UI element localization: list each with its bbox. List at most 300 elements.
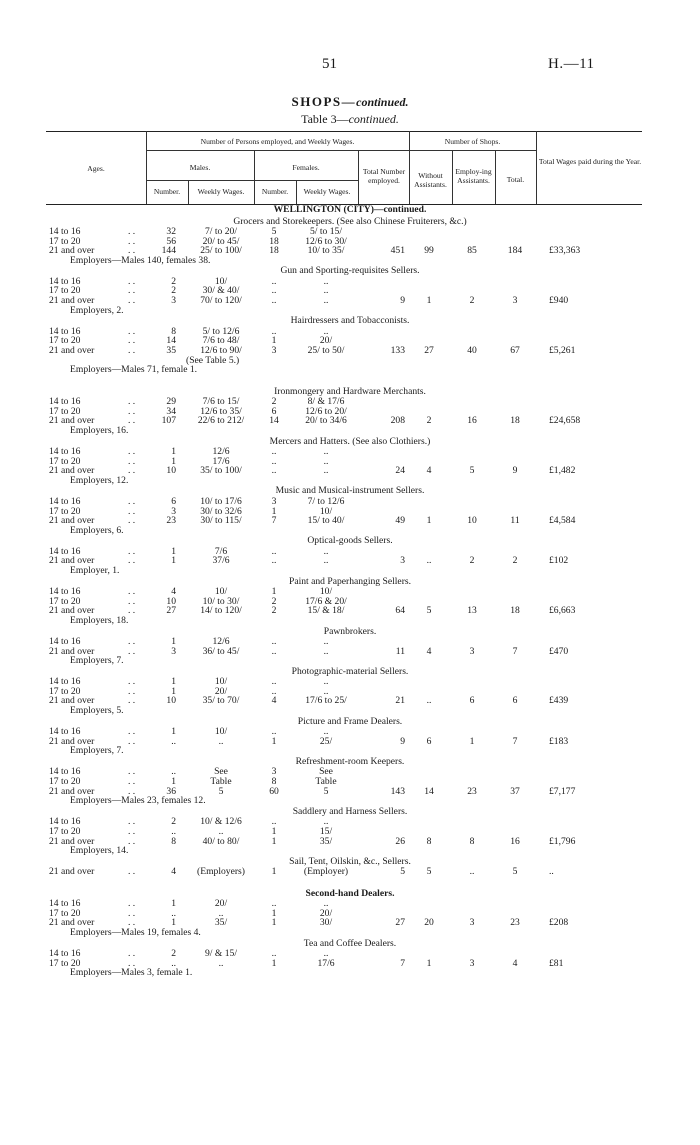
male-wages-cell: 7/6 to 15/ [202,396,240,408]
female-number-cell: .. [271,545,277,557]
male-wages-cell: .. [218,825,224,837]
table-row [0,277,700,287]
female-wages-cell: 10/ [319,505,333,517]
female-number-cell: .. [271,948,277,960]
female-number-cell: 1 [271,335,277,347]
total-employed-cell: 21 [395,695,405,707]
age-cell: 14 to 16 [49,446,81,458]
total-wages-cell: £102 [549,555,569,567]
leader-dots: . . [128,776,136,788]
without-assistants-cell: 4 [426,465,432,477]
female-wages-cell: .. [323,446,329,458]
female-wages-cell: 12/6 to 30/ [305,235,347,247]
spacer [0,375,700,386]
table-body [0,204,700,978]
age-cell: 14 to 16 [49,636,81,647]
table-row [0,547,700,557]
employing-assistants-cell: .. [469,866,475,878]
total-shops-cell: 16 [510,835,520,847]
female-number-cell: 5 [271,226,277,237]
rule [358,150,359,204]
total-wages-cell: £81 [549,957,564,969]
female-wages-cell: 25/ [319,735,333,747]
table-row [0,899,700,909]
male-number-cell: 23 [166,515,176,527]
section-heading [0,756,700,768]
without-assistants-cell: 20 [424,917,434,929]
table-row [0,407,700,417]
female-number-cell: .. [271,325,277,337]
female-number-cell: .. [271,285,277,297]
male-wages-cell: .. [218,735,224,747]
male-wages-cell: 20/ [214,898,228,910]
female-wages-cell: 25/ to 50/ [307,344,345,356]
table-row [0,597,700,607]
header-males: Males. [189,163,211,172]
female-number-cell: 3 [271,495,277,507]
female-wages-cell: 5 [323,785,329,797]
employing-assistants-cell: 3 [469,645,475,657]
female-number-cell: .. [271,816,277,828]
female-number-cell: 1 [271,866,277,878]
section-heading [0,666,700,678]
employing-assistants-cell: 3 [469,957,475,969]
male-wages-cell: Table [210,776,232,788]
total-employed-cell: 64 [395,605,405,617]
without-assistants-cell: 1 [426,515,432,527]
female-wages-cell: 15/ to 40/ [307,515,345,527]
header-female-number: Number. [261,187,289,196]
table-row [0,227,700,237]
document-title [0,94,700,110]
male-number-cell: 35 [166,344,176,356]
male-number-cell: 2 [171,275,176,287]
total-wages-cell: .. [549,866,554,878]
age-cell: 21 and over [49,295,95,307]
employing-assistants-cell: 6 [469,695,475,707]
male-number-cell: 1 [171,446,176,458]
age-cell: 21 and over [49,555,95,567]
age-cell: 21 and over [49,344,95,356]
without-assistants-cell: 5 [426,866,432,878]
employing-assistants-cell: 2 [469,555,475,567]
total-wages-cell: £183 [549,735,569,747]
header-female-wages: Weekly Wages. [303,187,351,196]
female-number-cell: 2 [271,396,277,408]
female-wages-cell: 5/ to 15/ [310,226,342,237]
table-row [0,767,700,777]
section-title: Pawnbrokers. [323,625,377,637]
total-employed-cell: 3 [400,555,405,567]
without-assistants-cell: .. [426,695,432,707]
header-without-assistants: Without Assistants. [414,171,447,189]
male-number-cell: 2 [171,816,176,828]
employers-text: Employers—Males 19, females 4. [70,927,201,939]
employing-assistants-cell: 16 [467,415,477,427]
male-wages-cell: 35/ to 70/ [202,695,240,707]
employers-text: Employers, 14. [70,845,129,857]
section-title: Gun and Sporting-requisites Sellers. [280,265,420,277]
female-wages-cell: .. [323,676,329,688]
total-shops-cell: 5 [512,866,518,878]
section-heading [0,888,700,900]
section-heading [0,806,700,818]
female-wages-cell: .. [323,636,329,647]
employers-text: Employers, 5. [70,705,124,717]
age-cell: 17 to 20 [49,285,81,297]
male-number-cell: 144 [161,245,176,257]
without-assistants-cell: 8 [426,835,432,847]
total-wages-cell: £7,177 [549,785,576,797]
male-wages-cell: 12/6 [212,636,230,647]
employers-text: Employers, 7. [70,745,124,757]
total-shops-cell: 11 [510,515,520,527]
male-wages-cell: 10/ to 30/ [202,595,240,607]
male-number-cell: 4 [171,586,176,598]
male-number-cell: 1 [171,555,176,567]
employers-text: Employers, 16. [70,425,129,436]
leader-dots: . . [128,866,136,878]
section-title: Saddlery and Harness Sellers. [292,805,408,817]
female-wages-cell: Table [315,776,337,788]
spacer [0,877,700,888]
female-number-cell: 7 [271,515,277,527]
male-number-cell: 14 [166,335,176,347]
male-number-cell: .. [171,957,176,969]
male-wages-cell: 10/ [214,676,228,688]
employing-assistants-cell: 85 [467,245,477,257]
leader-dots: . . [128,515,136,527]
employers-text: Employers, 12. [70,474,129,486]
female-wages-cell: 17/6 & 20/ [305,595,347,607]
leader-dots: . . [128,917,136,929]
female-number-cell: 3 [271,766,277,778]
leader-dots: . . [128,948,136,960]
without-assistants-cell: 14 [424,785,434,797]
male-wages-cell: 7/ to 20/ [205,226,237,237]
male-wages-cell: 40/ to 80/ [202,835,240,847]
without-assistants-cell: 27 [424,344,434,356]
male-number-cell: .. [171,825,176,837]
age-cell: 14 to 16 [49,586,81,598]
employers-line [0,616,700,626]
section-heading [0,315,700,327]
age-cell: 17 to 20 [49,455,81,467]
employers-text: Employers—Males 140, females 38. [70,254,211,266]
age-cell: 14 to 16 [49,948,81,960]
table-row [0,777,700,787]
leader-dots: . . [128,685,136,697]
leader-dots: . . [128,235,136,247]
female-number-cell: .. [271,275,277,287]
male-wages-cell: 10/ to 17/6 [200,495,242,507]
table-row [0,687,700,697]
total-wages-cell: £439 [549,695,569,707]
male-number-cell: 3 [171,505,176,517]
female-number-cell: 14 [269,415,279,427]
male-wages-cell: 25/ to 100/ [200,245,242,257]
female-number-cell: .. [271,455,277,467]
female-wages-cell: .. [323,726,329,738]
rule [146,180,358,181]
age-cell: 21 and over [49,835,95,847]
table-row [0,327,700,337]
leader-dots: . . [128,226,136,237]
header-top-rule [46,131,642,132]
leader-dots: . . [128,816,136,828]
female-number-cell: 1 [271,586,277,598]
leader-dots: . . [128,898,136,910]
female-wages-cell: .. [323,455,329,467]
header-total-wages: Total Wages paid during the Year. [538,157,642,166]
rule [146,150,536,151]
employing-assistants-cell: 2 [469,295,475,307]
employers-text: Employers—Males 71, female 1. [70,364,198,376]
leader-dots: . . [128,446,136,458]
male-wages-cell: 14/ to 120/ [200,605,242,617]
section-title: Picture and Frame Dealers. [297,715,403,727]
total-wages-cell: £33,363 [549,245,581,257]
employers-line [0,746,700,756]
section-heading [0,626,700,638]
employing-assistants-cell: 40 [467,344,477,356]
employing-assistants-cell: 1 [469,735,475,747]
age-cell: 17 to 20 [49,505,81,517]
total-shops-cell: 7 [512,645,518,657]
section-title: Photographic-material Sellers. [291,665,409,677]
section-title: WELLINGTON (CITY)—continued. [273,204,427,215]
employers-text: Employers—Males 3, female 1. [70,967,193,979]
male-wages-cell: (Employers) [197,866,245,878]
female-wages-cell: .. [323,645,329,657]
without-assistants-cell: 2 [426,415,432,427]
employers-line [0,656,700,666]
total-wages-cell: £470 [549,645,569,657]
male-number-cell: 2 [171,948,176,960]
table-row [0,677,700,687]
table-row [0,336,700,346]
employing-assistants-cell: 13 [467,605,477,617]
male-wages-cell: 12/6 to 35/ [200,405,242,417]
employers-line [0,365,700,375]
table-row [0,949,700,959]
total-wages-cell: £940 [549,295,569,307]
male-number-cell: 1 [171,545,176,557]
table-row [0,346,700,356]
female-number-cell: .. [271,676,277,688]
section-heading [0,204,700,216]
leader-dots: . . [128,735,136,747]
total-wages-cell: £1,482 [549,465,576,477]
employers-line [0,256,700,266]
employers-line [0,796,700,806]
employers-text: Employer, 1. [70,565,120,577]
age-cell: 17 to 20 [49,685,81,697]
total-employed-cell: 11 [395,645,405,657]
total-employed-cell: 133 [390,344,405,356]
table-row [0,587,700,597]
male-wages-cell: 12/6 to 90/ [200,344,242,356]
section-heading [0,938,700,950]
age-cell: 21 and over [49,785,95,797]
male-number-cell: 56 [166,235,176,247]
employers-line [0,526,700,536]
female-wages-cell: .. [323,275,329,287]
leader-dots: . . [128,636,136,647]
employers-line [0,426,700,436]
title-main: SHOPS [291,94,342,109]
female-wages-cell: 17/6 [317,957,335,969]
total-shops-cell: 18 [510,605,520,617]
age-cell: 17 to 20 [49,335,81,347]
leader-dots: . . [128,605,136,617]
age-cell: 17 to 20 [49,957,81,969]
total-employed-cell: 9 [400,735,405,747]
female-wages-cell: 10/ to 35/ [307,245,345,257]
title-continued: continued. [356,95,409,109]
male-wages-cell: 10/ & 12/6 [200,816,242,828]
table-row [0,447,700,457]
total-shops-cell: 3 [512,295,518,307]
male-wages-cell: 30/ & 40/ [202,285,240,297]
leader-dots: . . [128,586,136,598]
female-number-cell: 1 [271,835,277,847]
total-employed-cell: 26 [395,835,405,847]
female-number-cell: 1 [271,825,277,837]
total-employed-cell: 143 [390,785,405,797]
female-wages-cell: 10/ [319,586,333,598]
female-number-cell: 1 [271,505,277,517]
male-number-cell: 8 [171,835,176,847]
header-total-number: Total Number employed. [362,167,406,185]
leader-dots: . . [128,396,136,408]
age-cell: 21 and over [49,917,95,929]
female-wages-cell: .. [323,898,329,910]
leader-dots: . . [128,645,136,657]
age-cell: 17 to 20 [49,907,81,919]
male-number-cell: 4 [171,866,176,878]
employing-assistants-cell: 5 [469,465,475,477]
table-row [0,507,700,517]
table-row [0,457,700,467]
total-wages-cell: £24,658 [549,415,581,427]
age-cell: 17 to 20 [49,595,81,607]
female-number-cell: 1 [271,957,277,969]
section-heading [0,386,700,398]
total-shops-cell: 2 [512,555,518,567]
employing-assistants-cell: 3 [469,917,475,929]
without-assistants-cell: 99 [424,245,434,257]
total-wages-cell: £4,584 [549,515,576,527]
total-shops-cell: 9 [512,465,518,477]
leader-dots: . . [128,545,136,557]
section-title: Ironmongery and Hardware Merchants. [274,385,426,397]
table-row [0,867,700,877]
title-dash: — [341,94,357,109]
male-number-cell: 32 [166,226,176,237]
female-wages-cell: 17/6 to 25/ [305,695,347,707]
section-title: Grocers and Storekeepers. (See also Chinese Fruiterers, &c.) [233,215,467,227]
female-wages-cell: 12/6 to 20/ [305,405,347,417]
male-number-cell: .. [171,907,176,919]
subtitle-dash: — [336,112,349,126]
male-number-cell: 29 [166,396,176,408]
female-number-cell: 1 [271,917,277,929]
total-wages-cell: £6,663 [549,605,576,617]
leader-dots: . . [128,495,136,507]
female-wages-cell: 7/ to 12/6 [307,495,345,507]
leader-dots: . . [128,785,136,797]
employers-text: Employers, 6. [70,524,124,536]
female-number-cell: 2 [271,595,277,607]
leader-dots: . . [128,245,136,257]
table-row [0,817,700,827]
subtitle-continued: continued. [348,112,399,126]
age-cell: 21 and over [49,866,95,878]
section-heading [0,535,700,547]
female-wages-cell: .. [323,285,329,297]
header-females: Females. [292,163,320,172]
age-cell: 17 to 20 [49,776,81,788]
female-number-cell: 3 [271,344,277,356]
female-number-cell: 18 [269,235,279,247]
section-heading [0,576,700,588]
employers-line [0,928,700,938]
total-employed-cell: 7 [400,957,405,969]
male-number-cell: 1 [171,726,176,738]
male-wages-cell: 10/ [214,275,228,287]
section-title: Hairdressers and Tobacconists. [290,315,410,327]
total-employed-cell: 9 [400,295,405,307]
employers-text: Employers—Males 23, females 12. [70,795,206,807]
employers-line [0,476,700,486]
rule [536,131,537,204]
table-row [0,497,700,507]
section-heading [0,216,700,228]
male-wages-cell: 20/ [214,685,228,697]
female-wages-cell: .. [323,948,329,960]
section-heading [0,856,700,868]
total-shops-cell: 18 [510,415,520,427]
total-employed-cell: 451 [390,245,405,257]
female-wages-cell: .. [323,295,329,307]
female-wages-cell: .. [323,465,329,477]
age-cell: 14 to 16 [49,545,81,557]
age-cell: 21 and over [49,645,95,657]
male-number-cell: 6 [171,495,176,507]
leader-dots: . . [128,295,136,307]
without-assistants-cell: 5 [426,605,432,617]
without-assistants-cell: 4 [426,645,432,657]
parliamentary-paper-ref: H.—11 [548,56,595,72]
male-number-cell: 1 [171,917,176,929]
male-number-cell: 1 [171,636,176,647]
male-wages-cell: 10/ [214,586,228,598]
age-cell: 14 to 16 [49,495,81,507]
note-text: (See Table 5.) [186,354,240,366]
leader-dots: . . [128,695,136,707]
section-title: Refreshment-room Keepers. [295,755,405,767]
section-title: Music and Musical-instrument Sellers. [275,485,425,497]
leader-dots: . . [128,957,136,969]
leader-dots: . . [128,335,136,347]
header-male-wages: Weekly Wages. [197,187,245,196]
female-wages-cell: 20/ [319,335,333,347]
female-wages-cell: 8/ & 17/6 [307,396,345,408]
male-number-cell: 36 [166,785,176,797]
table-row [0,637,700,647]
male-number-cell: 10 [166,465,176,477]
